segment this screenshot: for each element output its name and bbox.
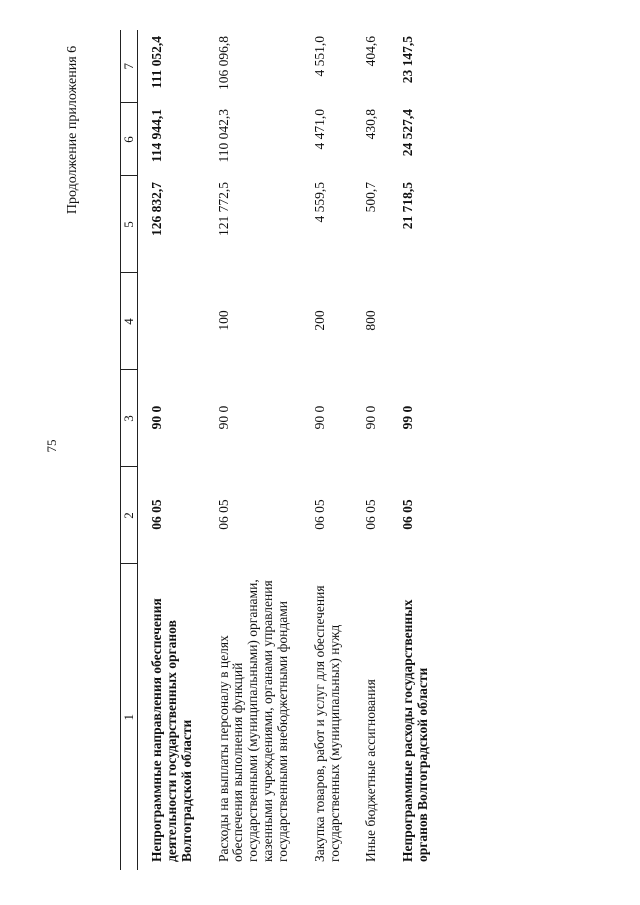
section-code: 06 05	[363, 499, 379, 530]
expense-name: Расходы на выплаты персоналу в целях обеспечения выполнения функций государственными (муниципальными) органами, казенными учреждениями, органами управления государственными внебюджетными фондами	[215, 579, 290, 862]
target-code: 90 0	[363, 405, 379, 430]
target-code: 99 0	[400, 405, 416, 430]
expense-type-code: 200	[311, 310, 327, 331]
amount-col5: 126 832,7	[149, 182, 164, 236]
amount-col7: 4 551,0	[311, 36, 327, 77]
expense-type-code	[389, 273, 441, 370]
column-header: 2	[121, 467, 138, 564]
amount-col7: 23 147,5	[400, 36, 416, 84]
column-header: 6	[121, 103, 138, 176]
amount-col6: 110 042,3	[215, 109, 231, 163]
amount-col6: 4 471,0	[311, 109, 327, 150]
budget-table	[120, 30, 441, 870]
section-code: 06 05	[149, 499, 164, 530]
amount-col6: 24 527,4	[400, 109, 416, 157]
table-row	[301, 30, 353, 870]
target-code: 90 0	[215, 405, 231, 430]
amount-col7: 404,6	[363, 36, 379, 67]
expense-name: Непрограммные направления обеспечения деятельности государственных органов Волгоградской области	[149, 598, 194, 862]
column-header: 3	[121, 370, 138, 467]
amount-col7: 111 052,4	[149, 36, 164, 89]
table-row	[389, 30, 441, 870]
column-header: 7	[121, 30, 138, 103]
amount-col5: 121 772,5	[215, 182, 231, 236]
page-number: 75	[44, 439, 59, 453]
column-number-row	[121, 30, 138, 870]
expense-type-code: 800	[363, 310, 379, 331]
amount-col6: 430,8	[363, 109, 379, 140]
amount-col7: 106 096,8	[215, 36, 231, 90]
amount-col5: 4 559,5	[311, 182, 327, 223]
column-header: 4	[121, 273, 138, 370]
amount-col6: 114 944,1	[149, 109, 164, 163]
budget-table-container	[120, 30, 620, 870]
target-code: 90 0	[311, 405, 327, 430]
section-code: 06 05	[311, 499, 327, 530]
target-code: 90 0	[149, 405, 164, 430]
expense-name: Непрограммные расходы государственных органов Волгоградской области	[400, 599, 431, 862]
expense-type-code	[138, 273, 205, 370]
column-header: 1	[121, 564, 138, 870]
table-row	[138, 30, 205, 870]
section-code: 06 05	[400, 499, 416, 530]
column-header: 5	[121, 176, 138, 273]
amount-col5: 21 718,5	[400, 182, 416, 230]
expense-name: Иные бюджетные ассигнования	[363, 679, 379, 862]
expense-type-code: 100	[215, 310, 231, 331]
expense-name: Закупка товаров, работ и услуг для обеспечения государственных (муниципальных) нужд	[311, 585, 342, 862]
table-row	[352, 30, 389, 870]
amount-col5: 500,7	[363, 182, 379, 213]
table-row	[205, 30, 301, 870]
section-code: 06 05	[215, 499, 231, 530]
continuation-title: Продолжение приложения 6	[65, 45, 80, 215]
